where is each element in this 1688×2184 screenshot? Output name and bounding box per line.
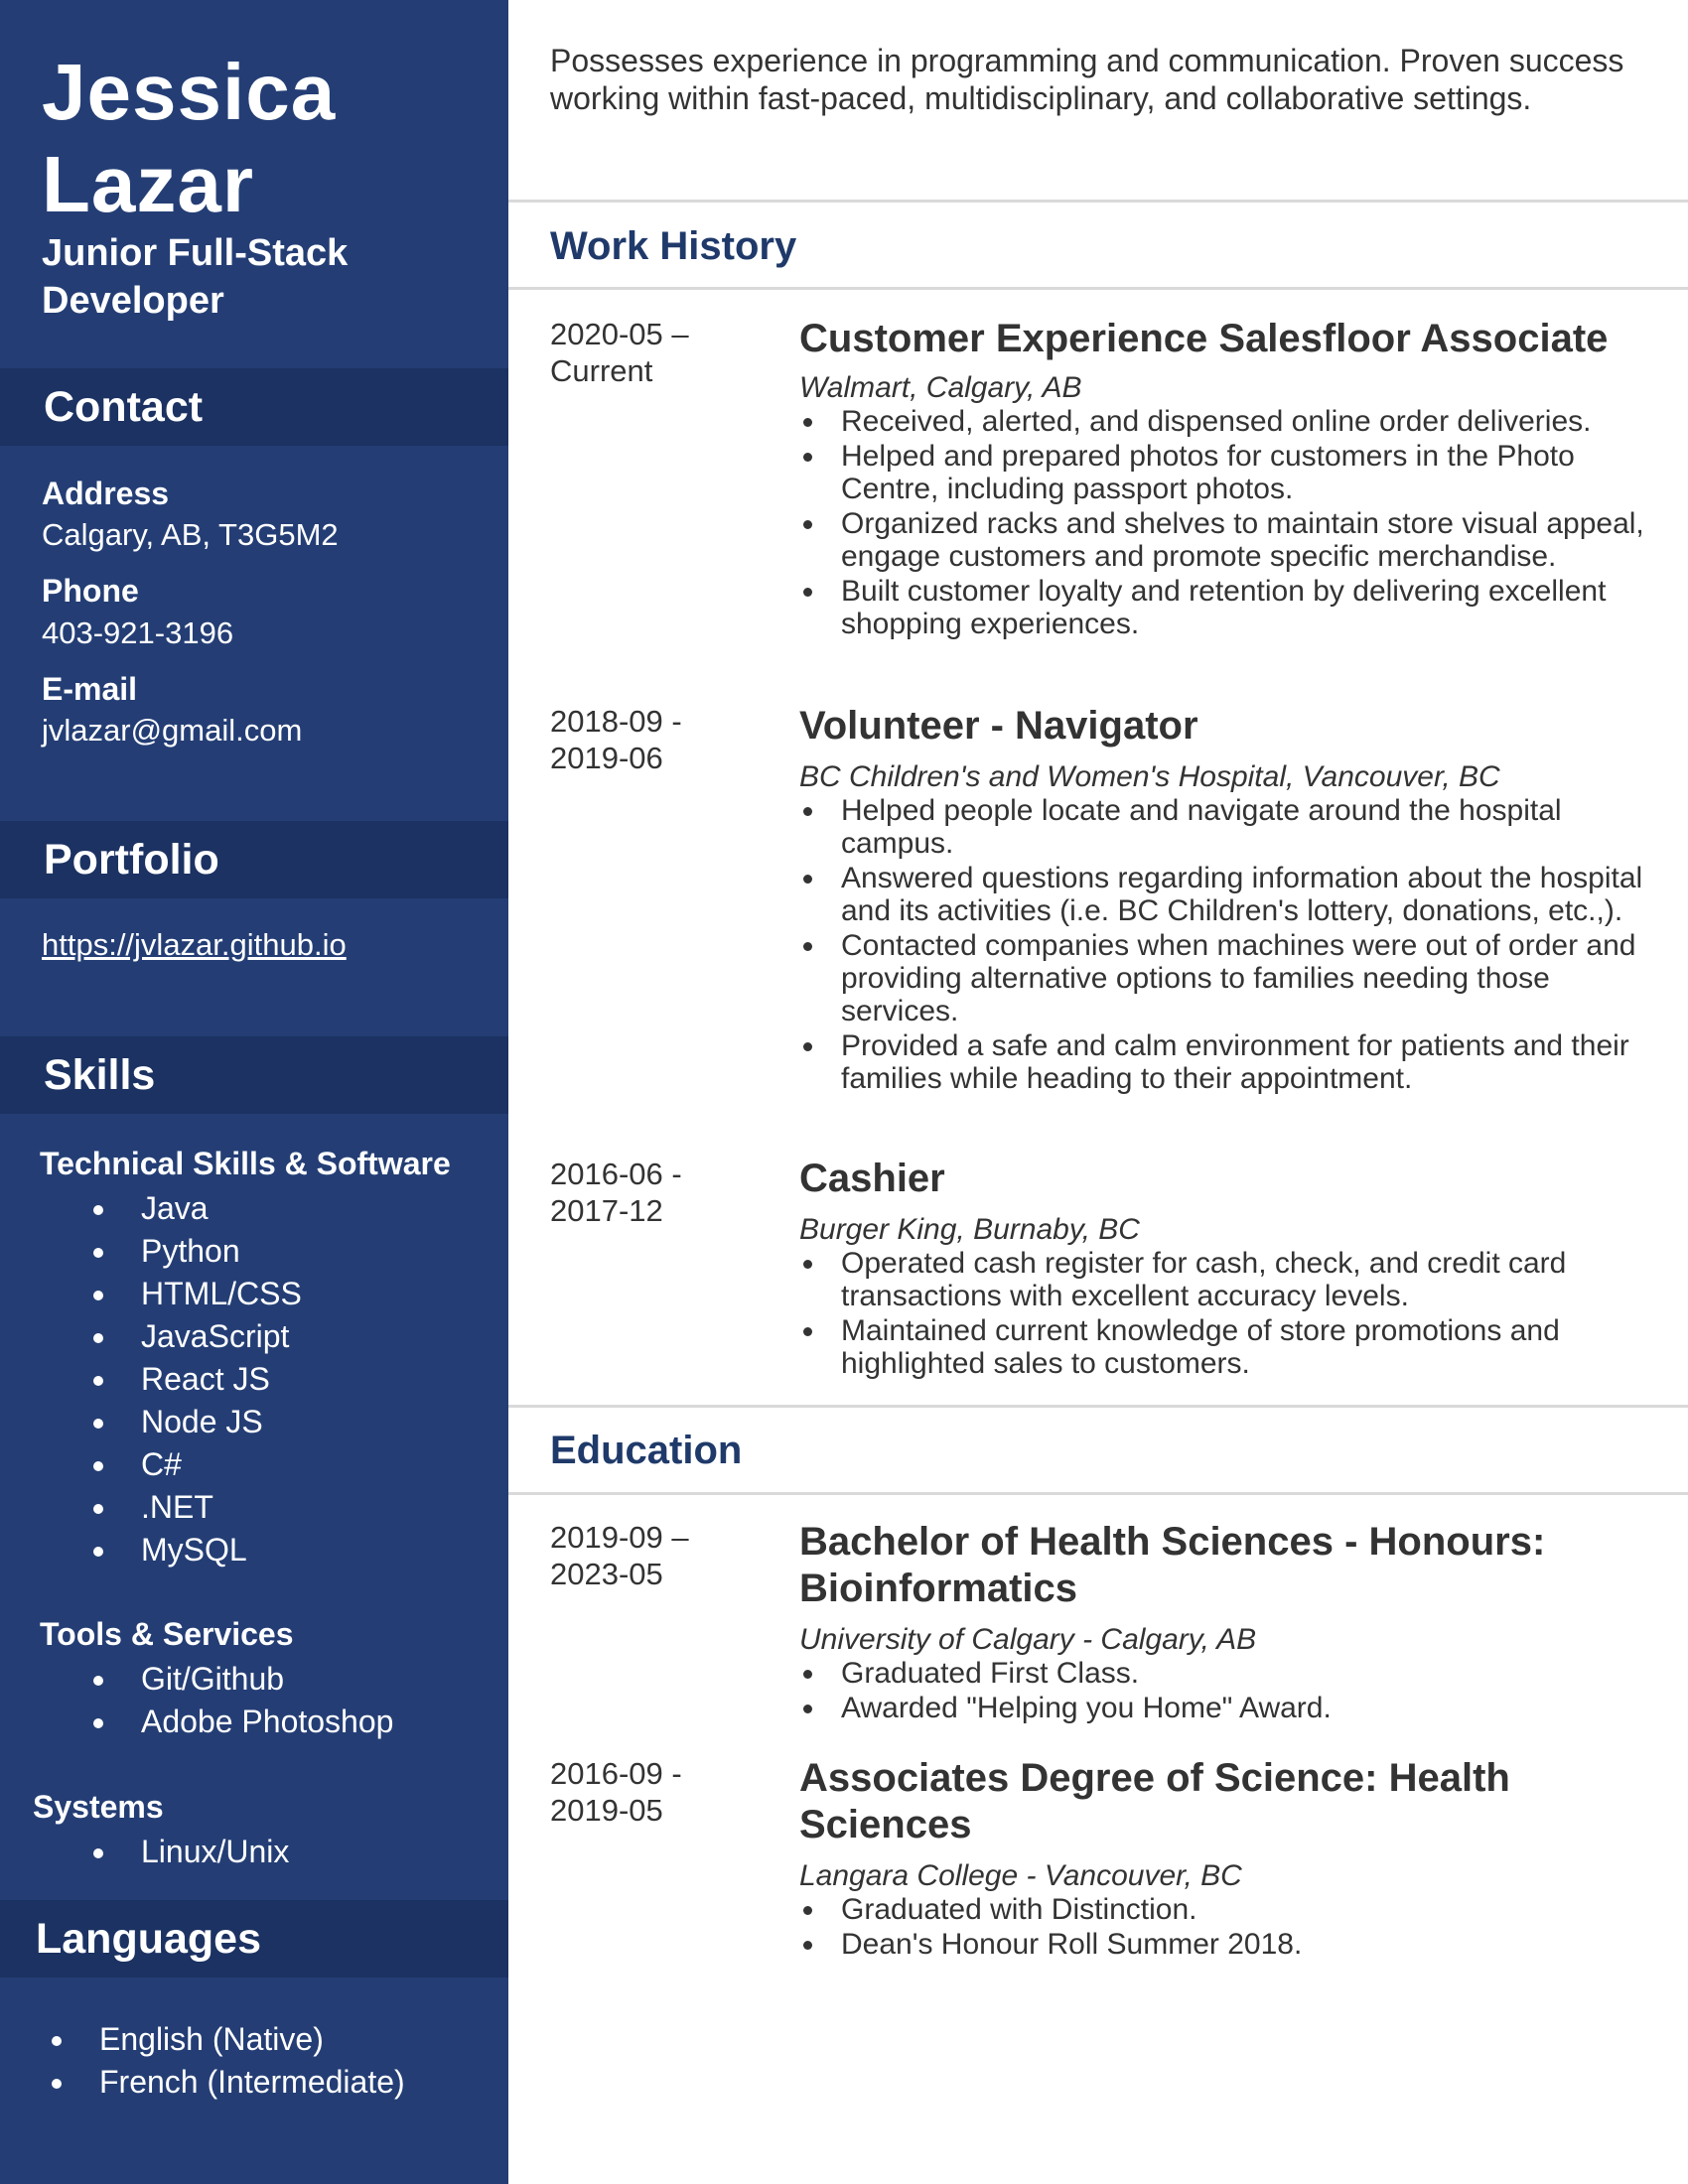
work-history-title: Work History: [550, 224, 797, 268]
job-employer: Walmart, Calgary, AB: [799, 371, 1082, 404]
job-title: Customer Experience Salesfloor Associate: [799, 317, 1609, 360]
languages-list: [42, 2018, 405, 2104]
education-bullet: Graduated First Class.: [799, 1657, 1673, 1690]
phone-value: 403-921-3196: [42, 615, 234, 650]
job-bullet: Built customer loyalty and retention by delivering excellent shopping experiences.: [799, 575, 1673, 640]
job-employer: Burger King, Burnaby, BC: [799, 1213, 1140, 1246]
technical-skill-item: C#: [83, 1443, 302, 1486]
main-content: [508, 0, 1688, 2184]
technical-skill-item: MySQL: [83, 1529, 302, 1571]
job-date: [550, 703, 682, 776]
email-value: jvlazar@gmail.com: [42, 713, 303, 748]
first-name: Jessica: [42, 48, 337, 136]
divider: [508, 1405, 1688, 1408]
institution: Langara College - Vancouver, BC: [799, 1859, 1242, 1892]
languages-header: [0, 1900, 508, 1978]
job-date-start: 2016-06 -: [550, 1157, 682, 1191]
job-date-end: 2019-06: [550, 741, 663, 775]
job-bullet: Maintained current knowledge of store promotions and highlighted sales to customers.: [799, 1314, 1673, 1380]
education-date: [550, 1755, 682, 1829]
job-date-end: Current: [550, 353, 653, 388]
education-date-start: 2019-09 –: [550, 1520, 689, 1555]
technical-skill-item: Node JS: [83, 1401, 302, 1443]
job-bullets: [799, 1247, 1673, 1382]
technical-skill-item: React JS: [83, 1358, 302, 1401]
education-bullet: Graduated with Distinction.: [799, 1893, 1673, 1926]
job-date-start: 2020-05 –: [550, 317, 689, 351]
systems-label: Systems: [33, 1789, 164, 1825]
technical-skill-item: HTML/CSS: [83, 1273, 302, 1315]
languages-header-label: Languages: [36, 1915, 261, 1963]
address-label: Address: [42, 476, 170, 511]
phone-label: Phone: [42, 573, 139, 609]
technical-skill-item: JavaScript: [83, 1315, 302, 1358]
technical-skill-item: .NET: [83, 1486, 302, 1529]
tools-list: [83, 1658, 393, 1743]
divider: [508, 287, 1688, 290]
job-title: Volunteer - Navigator: [799, 704, 1198, 748]
job-employer: BC Children's and Women's Hospital, Vancouver, BC: [799, 760, 1500, 793]
job-title-line-1: Junior Full-Stack: [42, 232, 349, 274]
technical-skills-label: Technical Skills & Software: [40, 1146, 451, 1181]
technical-skill-item: Python: [83, 1230, 302, 1273]
language-item: French (Intermediate): [42, 2061, 405, 2104]
education-date-end: 2023-05: [550, 1557, 663, 1591]
sidebar: [0, 0, 508, 2184]
job-date-end: 2017-12: [550, 1193, 663, 1228]
divider: [508, 1492, 1688, 1495]
contact-header: [0, 368, 508, 446]
job-bullet: Answered questions regarding information about the hospital and its activities (i.e. BC Children's lottery, donations, etc.,).: [799, 862, 1673, 927]
skills-header: [0, 1036, 508, 1114]
technical-skills-list: [83, 1187, 302, 1571]
divider: [508, 200, 1688, 203]
tool-item: Git/Github: [83, 1658, 393, 1701]
portfolio-header-label: Portfolio: [44, 836, 219, 884]
tools-label: Tools & Services: [40, 1616, 294, 1652]
degree-title: Bachelor of Health Sciences - Honours: Bioinformatics: [799, 1520, 1546, 1610]
portfolio-link[interactable]: https://jvlazar.github.io: [42, 927, 347, 962]
job-date: [550, 1156, 682, 1229]
professional-summary: Possesses experience in programming and communication. Proven success working within fast-paced, multidisciplinary, and collaborative settings.: [550, 43, 1624, 116]
education-bullet: Awarded "Helping you Home" Award.: [799, 1692, 1673, 1724]
job-title: Cashier: [799, 1157, 945, 1200]
job-bullet: Helped people locate and navigate around the hospital campus.: [799, 794, 1673, 860]
degree-title: Associates Degree of Science: Health Sciences: [799, 1756, 1510, 1846]
education-bullet: Dean's Honour Roll Summer 2018.: [799, 1928, 1673, 1961]
job-bullets: [799, 405, 1673, 642]
tool-item: Adobe Photoshop: [83, 1701, 393, 1743]
job-bullets: [799, 794, 1673, 1097]
education-date-start: 2016-09 -: [550, 1756, 682, 1791]
language-item: English (Native): [42, 2018, 405, 2061]
education-title: Education: [550, 1429, 743, 1472]
job-date-start: 2018-09 -: [550, 704, 682, 739]
job-date: [550, 316, 689, 389]
portfolio-header: [0, 821, 508, 898]
education-date-end: 2019-05: [550, 1793, 663, 1828]
job-bullet: Helped and prepared photos for customers in the Photo Centre, including passport photos.: [799, 440, 1673, 505]
job-bullet: Organized racks and shelves to maintain store visual appeal, engage customers and promote specific merchandise.: [799, 507, 1673, 573]
job-bullet: Provided a safe and calm environment for patients and their families while heading to their appointment.: [799, 1029, 1673, 1095]
education-bullets: [799, 1657, 1673, 1726]
systems-list: [83, 1831, 289, 1873]
job-title-line-2: Developer: [42, 280, 224, 322]
system-item: Linux/Unix: [83, 1831, 289, 1873]
job-bullet: Received, alerted, and dispensed online order deliveries.: [799, 405, 1673, 438]
institution: University of Calgary - Calgary, AB: [799, 1623, 1257, 1656]
contact-header-label: Contact: [44, 383, 204, 431]
last-name: Lazar: [42, 140, 254, 228]
address-value: Calgary, AB, T3G5M2: [42, 517, 339, 552]
email-label: E-mail: [42, 671, 138, 707]
skills-header-label: Skills: [44, 1051, 156, 1099]
job-bullet: Operated cash register for cash, check, and credit card transactions with excellent accuracy levels.: [799, 1247, 1673, 1312]
job-bullet: Contacted companies when machines were out of order and providing alternative options to families needing those services.: [799, 929, 1673, 1027]
technical-skill-item: Java: [83, 1187, 302, 1230]
education-date: [550, 1519, 689, 1592]
education-bullets: [799, 1893, 1673, 1963]
